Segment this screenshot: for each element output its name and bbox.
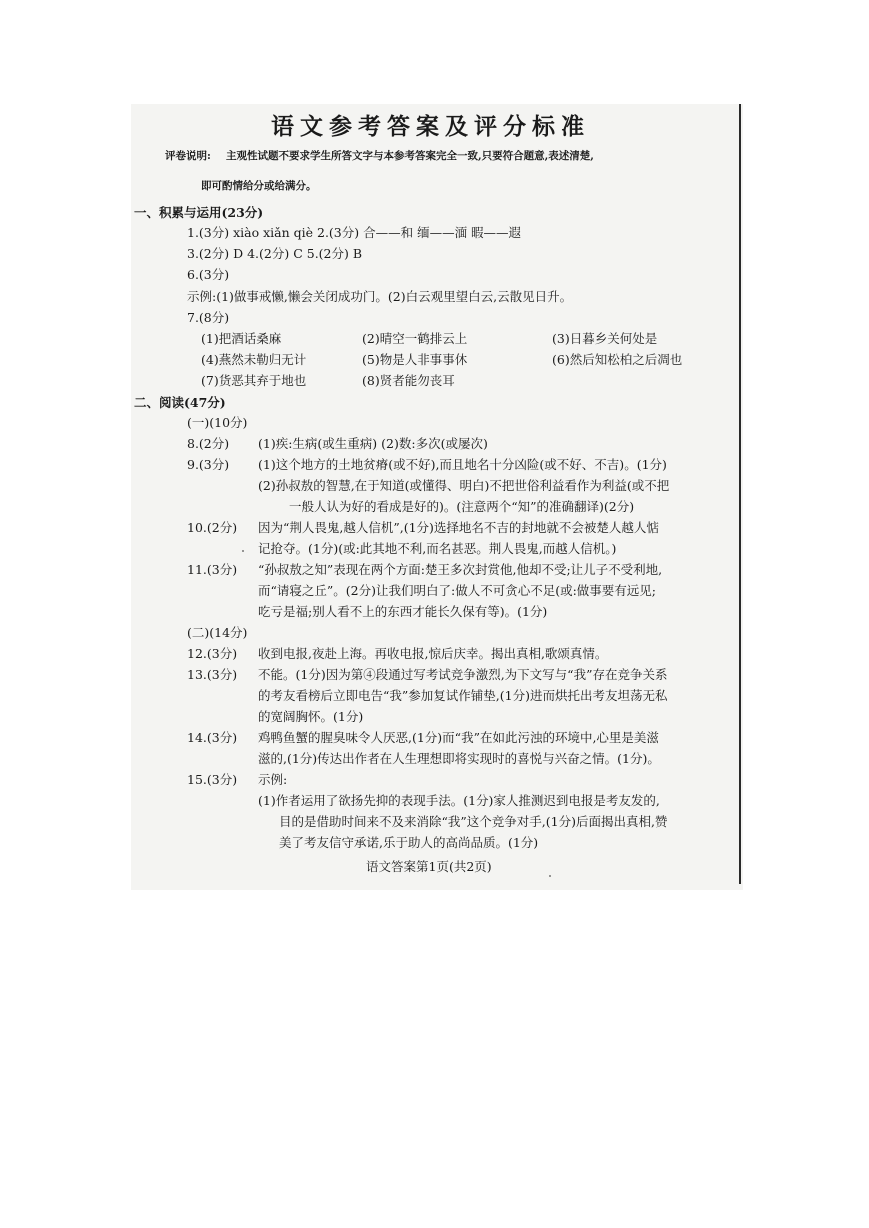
q10-answer-2: 记抢夺。(1分)(或:此其地不利,而名甚恶。荆人畏鬼,而越人信机。) — [258, 541, 617, 556]
q7-item-3: (3)日暮乡关何处是 — [552, 331, 658, 346]
q15-example-label: 示例: — [258, 772, 288, 787]
q7-item-4: (4)燕然未勒归无计 — [201, 352, 307, 367]
q15-label: 15.(3分) — [187, 772, 238, 787]
q15-answer-1: (1)作者运用了欲扬先抑的表现手法。(1分)家人推测迟到电报是考友发的, — [258, 793, 660, 808]
q9-label: 9.(3分) — [187, 457, 230, 472]
q3-q5-answers: 3.(2分) D 4.(2分) C 5.(2分) B — [187, 246, 363, 261]
q7-item-2: (2)晴空一鹤排云上 — [362, 331, 468, 346]
q6-answer: 示例:(1)做事戒懒,懒会关闭成功门。(2)白云观里望白云,云散见日升。 — [187, 289, 573, 304]
q6-label: 6.(3分) — [187, 267, 230, 282]
section-2-heading: 二、阅读(47分) — [134, 395, 226, 410]
q10-answer-1: 因为“荆人畏鬼,越人信机”,(1分)选择地名不吉的封地就不会被楚人越人惦 — [258, 520, 659, 535]
q13-answer-3: 的宽阔胸怀。(1分) — [258, 709, 364, 724]
q7-item-5: (5)物是人非事事休 — [362, 352, 468, 367]
page-edge-rule — [739, 104, 741, 884]
q7-item-6: (6)然后知松柏之后凋也 — [552, 352, 683, 367]
page-title: 语文参考答案及评分标准 — [271, 113, 590, 140]
q13-label: 13.(3分) — [187, 667, 238, 682]
q11-answer-1: “孙叔敖之知”表现在两个方面:楚王多次封赏他,他却不受;让儿子不受利地, — [258, 562, 663, 577]
q7-item-1: (1)把酒话桑麻 — [201, 331, 282, 346]
q13-answer-2: 的考友看榜后立即电告“我”参加复试作铺垫,(1分)进而烘托出考友坦荡无私 — [258, 688, 668, 703]
q11-answer-3: 吃亏是福;别人看不上的东西才能长久保有等)。(1分) — [258, 604, 548, 619]
q7-label: 7.(8分) — [187, 310, 230, 325]
grading-note-label: 评卷说明: — [165, 150, 211, 162]
page-footer: 语文答案第1页(共2页) — [366, 859, 492, 874]
q10-label: 10.(2分) — [187, 520, 238, 535]
q14-answer-1: 鸡鸭鱼蟹的腥臭味令人厌恶,(1分)而“我”在如此污浊的环境中,心里是美滋 — [258, 730, 659, 745]
q11-label: 11.(3分) — [187, 562, 238, 577]
q11-answer-2: 而“请寝之丘”。(2分)让我们明白了:做人不可贪心不足(或:做事要有远见; — [258, 583, 656, 598]
q8-answer: (1)疾:生病(或生重病) (2)数:多次(或屡次) — [258, 436, 488, 451]
q15-answer-2: 目的是借助时间来不及来消除“我”这个竞争对手,(1分)后面揭出真相,赞 — [279, 814, 668, 829]
q14-label: 14.(3分) — [187, 730, 238, 745]
scanned-page — [131, 104, 743, 890]
q7-item-7: (7)货恶其弃于地也 — [201, 373, 307, 388]
q12-answer: 收到电报,夜赴上海。再收电报,惊后庆幸。揭出真相,歌颂真情。 — [258, 646, 608, 661]
q9-answer-2: (2)孙叔敖的智慧,在于知道(或懂得、明白)不把世俗利益看作为利益(或不把 — [258, 478, 670, 493]
q13-answer-1: 不能。(1分)因为第④段通过写考试竞争激烈,为下文写与“我”存在竞争关系 — [258, 667, 668, 682]
grading-note-line2: 即可酌情给分或给满分。 — [201, 180, 317, 192]
q12-label: 12.(3分) — [187, 646, 238, 661]
q14-answer-2: 滋的,(1分)传达出作者在人生理想即将实现时的喜悦与兴奋之情。(1分)。 — [258, 751, 660, 766]
scan-speck — [242, 550, 244, 552]
grading-note-line1: 主观性试题不要求学生所答文字与本参考答案完全一致,只要符合题意,表述清楚, — [226, 150, 594, 162]
part-2-heading: (二)(14分) — [187, 625, 248, 640]
q1-q2-answers: 1.(3分) xiào xiǎn qiè 2.(3分) 合——和 缅——湎 暇——遐 — [187, 225, 522, 240]
part-1-heading: (一)(10分) — [187, 415, 248, 430]
scan-speck — [549, 875, 551, 877]
q9-answer-3: 一般人认为好的看成是好的)。(注意两个“知”的准确翻译)(2分) — [289, 499, 635, 514]
q9-answer-1: (1)这个地方的土地贫瘠(或不好),而且地名十分凶险(或不好、不吉)。(1分) — [258, 457, 667, 472]
q15-answer-3: 美了考友信守承诺,乐于助人的高尚品质。(1分) — [279, 835, 539, 850]
section-1-heading: 一、积累与运用(23分) — [134, 205, 264, 220]
q7-item-8: (8)贤者能勿丧耳 — [362, 373, 455, 388]
q8-label: 8.(2分) — [187, 436, 230, 451]
